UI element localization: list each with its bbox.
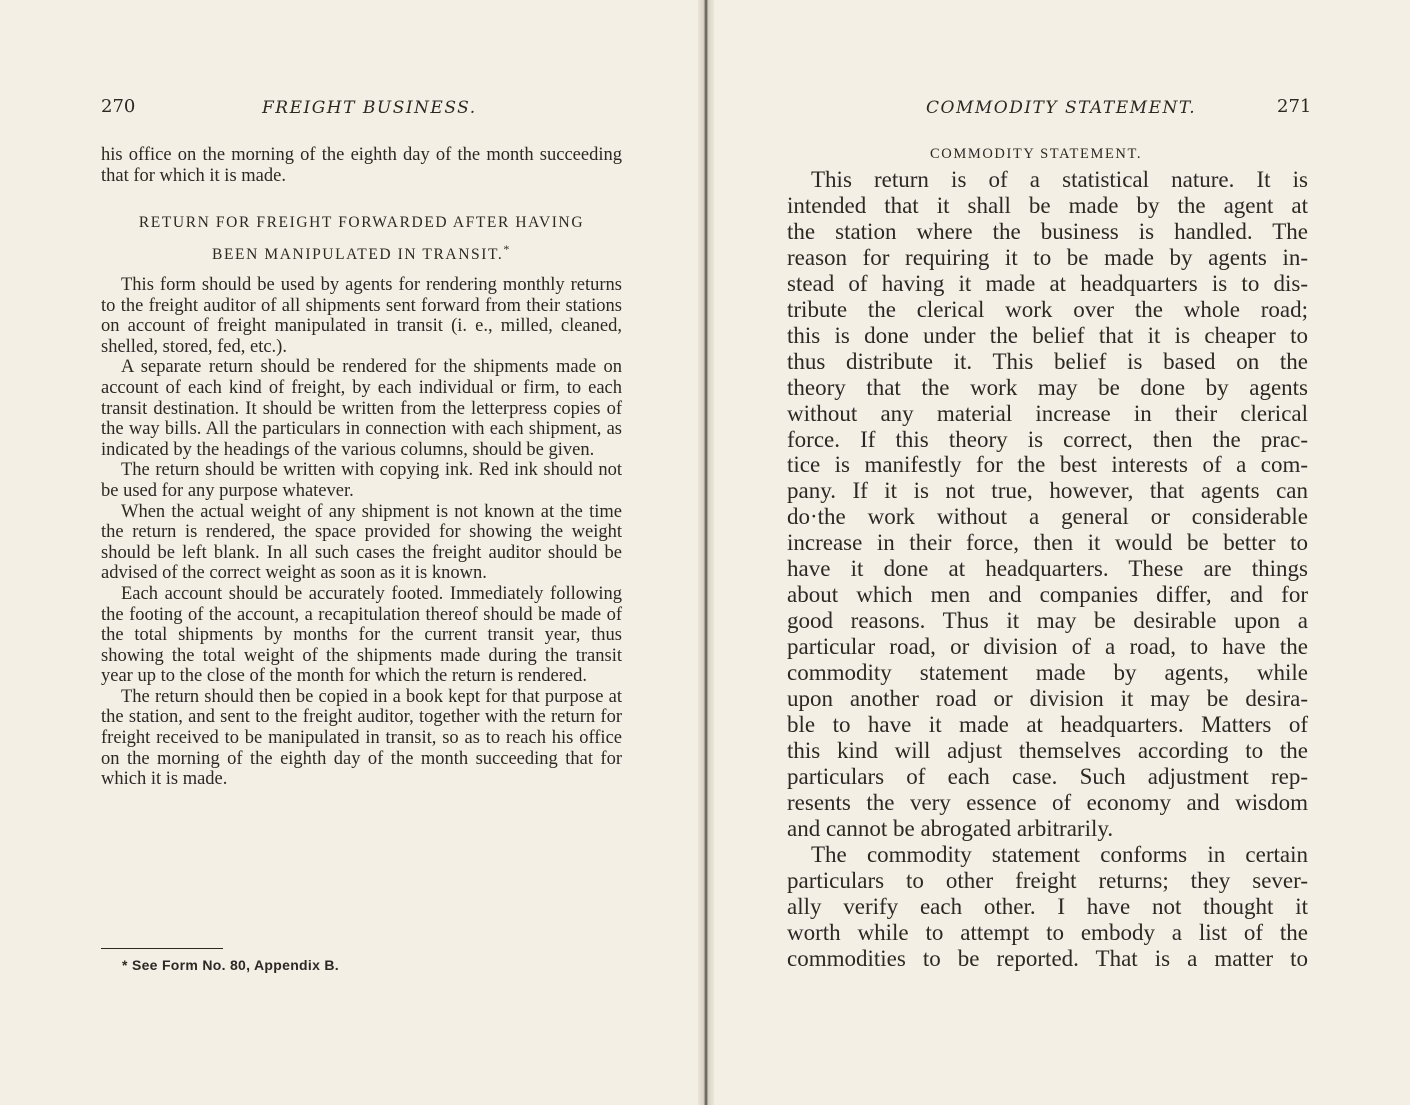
commodity-section-title: COMMODITY STATEMENT.: [930, 146, 1143, 162]
paragraph: A separate return should be rendered for the shipments made on account of each kind of freight, by each individual or firm, to each transit destination. It should be written from the letterpress copies of the way bills. All the particulars in connection with each shipment, as indicated by the headings of the various columns, should be given.: [101, 357, 622, 460]
section-title: [101, 210, 622, 268]
text-line: ally verify each other. I have not thought it: [787, 893, 1308, 919]
text-line: The commodity statement conforms in certain: [811, 841, 1308, 867]
commodity-body-text: [787, 167, 1308, 972]
text-line: and cannot be abrogated arbitrarily.: [787, 815, 1114, 841]
left-running-head: FREIGHT BUSINESS.: [262, 98, 477, 118]
footnote: * See Form No. 80, Appendix B.: [122, 957, 339, 973]
right-running-head: COMMODITY STATEMENT.: [926, 98, 1197, 118]
text-line: particular road, or division of a road, to have the: [787, 634, 1308, 660]
text-line: tribute the clerical work over the whole road;: [787, 296, 1308, 322]
text-line: tice is manifestly for the best interests of a com-: [787, 452, 1308, 478]
text-line: without any material increase in their clerical: [787, 400, 1308, 426]
text-line: do·the work without a general or considerable: [787, 504, 1308, 530]
left-page: [0, 0, 704, 1105]
footnote-rule: [101, 948, 223, 949]
text-line: particulars to other freight returns; they sever-: [787, 867, 1308, 893]
book-gutter: [698, 0, 714, 1105]
paragraph: When the actual weight of any shipment is not known at the time the return is rendered, the space provided for showing the weight should be left blank. In all such cases the freight auditor should be advised of the correct weight as soon as it is known.: [101, 501, 622, 584]
text-line: force. If this theory is correct, then the prac-: [787, 426, 1308, 452]
text-line: theory that the work may be done by agents: [787, 374, 1308, 400]
text-line: this is done under the belief that it is cheaper to: [787, 322, 1308, 348]
text-line: pany. If it is not true, however, that agents can: [787, 478, 1308, 504]
text-line: intended that it shall be made by the agent at: [787, 192, 1308, 218]
left-page-number: 270: [101, 96, 136, 117]
paragraph: This form should be used by agents for rendering monthly returns to the freight auditor of all shipments sent forward from their stations on account of freight manipulated in transit (i. e., milled, cleaned, shelled, stored, fed, etc.).: [101, 275, 622, 357]
text-line: good reasons. Thus it may be desirable upon a: [787, 608, 1308, 634]
text-line: stead of having it made at headquarters is to dis-: [787, 270, 1308, 296]
paragraph: Each account should be accurately footed. Immediately following the footing of the account, a recapitulation thereof should be made of the total shipments by months for the current transit year, thus showing the total weight of the shipments made during the transit year up to the close of the month for which the return is rendered.: [101, 583, 622, 687]
paragraph: The return should then be copied in a book kept for that purpose at the station, and sent to the freight auditor, together with the return for freight received to be manipulated in transit, so as to reach his office on the morning of the eighth day of the month succeeding that for which it is made.: [101, 686, 622, 790]
text-line: resents the very essence of economy and wisdom: [787, 789, 1308, 815]
text-line: This return is of a statistical nature. It is: [811, 167, 1308, 192]
text-line: reason for requiring it to be made by agents in-: [787, 244, 1308, 270]
text-line: the station where the business is handled. The: [787, 218, 1308, 244]
text-line: particulars of each case. Such adjustment rep-: [787, 763, 1308, 789]
text-line: this kind will adjust themselves according to the: [787, 737, 1308, 763]
footnote-marker: *: [503, 242, 511, 256]
text-line: upon another road or division it may be desira-: [787, 686, 1308, 712]
right-page-number: 271: [1277, 96, 1312, 117]
body-text: [101, 275, 622, 790]
continuation-paragraph: his office on the morning of the eighth day of the month succeeding that for which it is made.: [101, 145, 622, 186]
text-line: about which men and companies differ, and for: [787, 582, 1308, 608]
text-line: thus distribute it. This belief is based on the: [787, 348, 1308, 374]
text-line: commodity statement made by agents, while: [787, 660, 1308, 686]
paragraph: The return should be written with copying ink. Red ink should not be used for any purpose whatever.: [101, 460, 622, 501]
section-title-line2: BEEN MANIPULATED IN TRANSIT.*: [212, 242, 511, 264]
text-line: ble to have it made at headquarters. Matters of: [787, 712, 1308, 738]
section-title-line1: RETURN FOR FREIGHT FORWARDED AFTER HAVING: [138, 214, 585, 231]
text-line: increase in their force, then it would be better to: [787, 530, 1308, 556]
text-line: have it done at headquarters. These are things: [787, 556, 1308, 582]
text-line: worth while to attempt to embody a list of the: [787, 919, 1308, 945]
text-line: commodities to be reported. That is a matter to: [787, 945, 1308, 971]
